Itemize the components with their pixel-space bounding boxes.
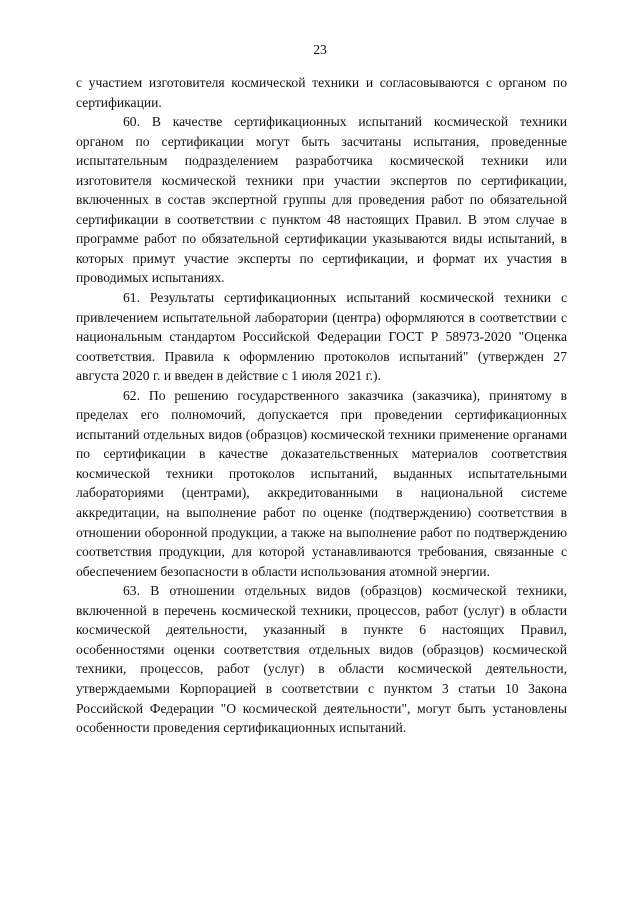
document-body (76, 73, 567, 738)
paragraph-continuation: с участием изготовителя космической техники и согласовываются с органом по сертификации. (76, 75, 567, 110)
paragraph-clause-62: 62. По решению государственного заказчика (заказчика), принятому в пределах его полномочий, допускается при проведении сертификационных испытаний отдельных видов (образцов) космической техники применение органами по сертификации в качестве доказательственных материалов соответствия космической техники протоколов испытаний, выданных испытательными лабораториями (центрами), аккредитованными в национальной системе аккредитации, на выполнение работ по оценке (подтверждению) соответствия в отношении оборонной продукции, а также на выполнение работ по подтверждению соответствия продукции, для которой устанавливаются требования, связанные с обеспечением безопасности в области использования атомной энергии. (76, 387, 567, 579)
paragraph-clause-61: 61. Результаты сертификационных испытаний космической техники с привлечением испытательной лаборатории (центра) оформляются в соответствии с национальным стандартом Российской Федерации ГОСТ Р 58973-2020 "Оценка соответствия. Правила к оформлению протоколов испытаний" (утвержден 27 августа 2020 г. и введен в действие с 1 июля 2021 г.). (76, 290, 567, 384)
paragraph-clause-63: 63. В отношении отдельных видов (образцов) космической техники, включенной в перечень космической техники, процессов, работ (услуг) в области космической деятельности, указанный в пункте 6 настоящих Правил, особенностями оценки соответствия отдельных видов (образцов) космической техники, процессов, работ (услуг) в области космической деятельности, утверждаемыми Корпорацией в соответствии с пунктом 3 статьи 10 Закона Российской Федерации "О космической деятельности", могут быть установлены особенности проведения сертификационных испытаний. (76, 583, 567, 736)
page-number: 23 (313, 42, 327, 57)
paragraph-clause-60: 60. В качестве сертификационных испытаний космической техники органом по сертификации могут быть засчитаны испытания, проведенные испытательным подразделением разработчика космической техники или изготовителя космической техники при участии экспертов по сертификации, включенных в состав экспертной группы для проведения работ по обязательной сертификации в соответствии с пунктом 48 настоящих Правил. В этом случае в программе работ по обязательной сертификации указываются виды испытаний, в которых примут участие эксперты по сертификации, и формат их участия в проводимых испытаниях. (76, 114, 567, 286)
